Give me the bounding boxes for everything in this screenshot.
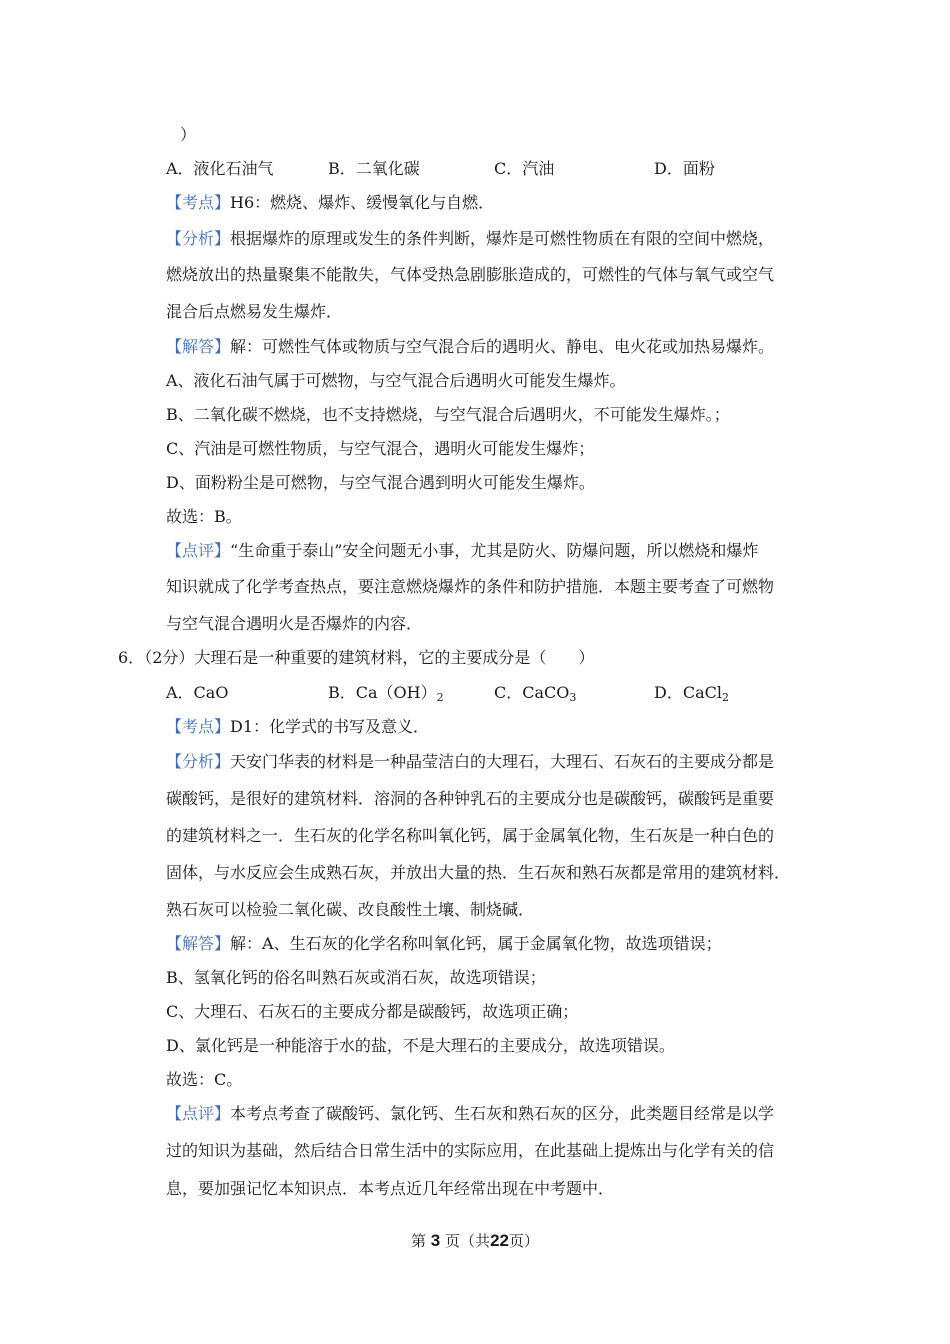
q5-option-b: B．二氧化碳: [328, 159, 420, 178]
q5-paren-close: ）: [180, 125, 197, 144]
q5-jieda-line-c: C、汽油是可燃性物质，与空气混合，遇明火可能发生爆炸；: [166, 439, 595, 458]
q6-dianping-line-2: 过的知识为基础，然后结合日常生活中的实际应用，在此基础上提炼出与化学有关的信: [166, 1141, 775, 1160]
q5-fenxi-line-1: [166, 228, 816, 250]
q6-stem-line: [118, 647, 818, 669]
q6-fenxi-line-4: 固体，与水反应会生成熟石灰，并放出大量的热．生石灰和熟石灰都是常用的建筑材料．: [166, 863, 791, 882]
fenxi-tag: 【分析】: [166, 752, 231, 771]
q6-jieda-line-d: D、氯化钙是一种能溶于水的盐，不是大理石的主要成分，故选项错误。: [166, 1036, 675, 1055]
jieda-tag: 【解答】: [166, 337, 231, 356]
q5-jieda-line-a: A、液化石油气属于可燃物，与空气混合后遇明火可能发生爆炸。: [166, 371, 626, 390]
page-number: 3: [430, 1231, 441, 1250]
q6-jieda-intro: [166, 933, 816, 955]
q6-fenxi-line-1: [166, 751, 816, 773]
q5-option-a: A．液化石油气: [166, 159, 274, 178]
q6-option-c: C．CaCO$_3$: [494, 683, 577, 704]
dianping-tag: 【点评】: [166, 1104, 231, 1123]
q6-jieda-line-b: B、氢氧化钙的俗名叫熟石灰或消石灰，故选项错误；: [166, 968, 546, 987]
q6-kaodian-text: D1：化学式的书写及意义．: [230, 717, 430, 736]
q5-jieda-line-b: B、二氧化碳不燃烧，也不支持燃烧，与空气混合后遇明火，不可能发生爆炸。；: [166, 405, 730, 424]
q5-option-d: D．面粉: [654, 159, 715, 178]
kaodian-tag: 【考点】: [166, 193, 231, 212]
q5-fenxi-line-2: 燃烧放出的热量聚集不能散失，气体受热急剧膨胀造成的，可燃性的气体与氧气或空气: [166, 265, 775, 284]
q5-dianping-text: “生命重于泰山”安全问题无小事，尤其是防火、防爆问题，所以燃烧和爆炸: [230, 541, 759, 560]
q6-dianping-line-3: 息，要加强记忆本知识点．本考点近几年经常出现在中考题中．: [166, 1179, 615, 1198]
q5-kaodian: [166, 192, 816, 214]
q6-kaodian: [166, 716, 816, 738]
q6-answer: 故选：C。: [166, 1070, 243, 1089]
q6-option-d: D．CaCl$_2$: [654, 683, 729, 704]
q6-jieda-text: 解：A、生石灰的化学名称叫氧化钙，属于金属氧化物，故选项错误；: [230, 934, 722, 953]
q6-fenxi-line-3: 的建筑材料之一．生石灰的化学名称叫氧化钙，属于金属氧化物，生石灰是一种白色的: [166, 826, 775, 845]
page-footer: 第 3 页（共22页）: [411, 1231, 539, 1250]
q6-fenxi-text: 天安门华表的材料是一种晶莹洁白的大理石，大理石、石灰石的主要成分都是: [230, 752, 775, 771]
q6-dianping-line-1: [166, 1103, 816, 1125]
q6-fenxi-line-5: 熟石灰可以检验二氧化碳、改良酸性土壤、制烧碱．: [166, 900, 535, 919]
q5-dianping-line-3: 与空气混合遇明火是否爆炸的内容．: [166, 614, 423, 633]
q6-stem: （2分）大理石是一种重要的建筑材料，它的主要成分是（ ）: [144, 648, 595, 667]
fenxi-tag: 【分析】: [166, 229, 231, 248]
kaodian-tag: 【考点】: [166, 717, 231, 736]
q5-jieda-intro: [166, 336, 816, 358]
page-total: 22: [490, 1231, 509, 1250]
q5-fenxi-line-3: 混合后点燃易发生爆炸．: [166, 302, 343, 321]
q5-jieda-text: 解：可燃性气体或物质与空气混合后的遇明火、静电、电火花或加热易爆炸。: [230, 337, 775, 356]
q6-jieda-line-c: C、大理石、石灰石的主要成分都是碳酸钙，故选项正确；: [166, 1002, 579, 1021]
q5-dianping-line-2: 知识就成了化学考查热点，要注意燃烧爆炸的条件和防护措施．本题主要考查了可燃物: [166, 577, 775, 596]
q5-jieda-line-d: D、面粉粉尘是可燃物，与空气混合遇到明火可能发生爆炸。: [166, 473, 595, 492]
q6-number: 6．: [118, 648, 145, 667]
dianping-tag: 【点评】: [166, 541, 231, 560]
q6-fenxi-line-2: 碳酸钙，是很好的建筑材料．溶洞的各种钟乳石的主要成分也是碳酸钙，碳酸钙是重要: [166, 789, 775, 808]
q5-fenxi-text: 根据爆炸的原理或发生的条件判断，爆炸是可燃性物质在有限的空间中燃烧，: [230, 229, 775, 248]
q6-dianping-text: 本考点考查了碳酸钙、氯化钙、生石灰和熟石灰的区分，此类题目经常是以学: [230, 1104, 775, 1123]
q6-option-b: B．$Ca(OH)_2$: [328, 683, 444, 704]
q5-dianping-line-1: [166, 540, 816, 562]
jieda-tag: 【解答】: [166, 934, 231, 953]
q6-option-a: A．CaO: [166, 683, 229, 702]
q5-kaodian-text: H6：燃烧、爆炸、缓慢氧化与自燃．: [230, 193, 495, 212]
q5-answer: 故选：B。: [166, 507, 242, 526]
q5-option-c: C．汽油: [494, 159, 555, 178]
